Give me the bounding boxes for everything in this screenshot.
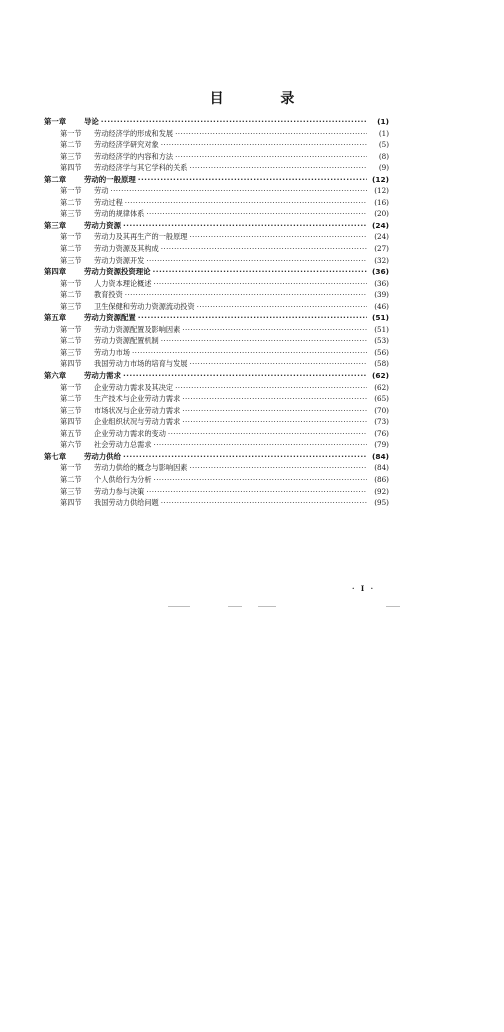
- toc-page-number: (9): [378, 163, 389, 173]
- toc-section-row: [44, 416, 389, 428]
- dot-leader: [161, 335, 367, 347]
- toc-entry-number: 第四章: [44, 267, 67, 277]
- toc-entry-title: 劳动力市场: [94, 347, 130, 357]
- dot-leader: [182, 324, 367, 336]
- toc-section-row: [44, 405, 389, 417]
- toc-entry-number: 第四节: [60, 498, 82, 508]
- toc-entry-number: 第一章: [44, 117, 67, 126]
- toc-section-row: [44, 439, 389, 451]
- toc-page-number: (36): [374, 278, 389, 288]
- page-number: · I ·: [352, 584, 376, 593]
- toc-page-number: (76): [374, 428, 389, 438]
- toc-page-number: (92): [374, 486, 389, 496]
- toc-entry-title: 社会劳动力总需求: [94, 440, 152, 450]
- toc-section-row: [44, 382, 389, 394]
- toc-section-row: [44, 289, 389, 301]
- toc-page-number: (86): [374, 474, 389, 484]
- toc-page-number: (84): [374, 463, 389, 473]
- toc-entry-title: 教育投资: [94, 290, 123, 300]
- toc-entry-title: 劳动力资源配置及影响因素: [94, 324, 181, 334]
- toc-page-number: (46): [374, 301, 389, 311]
- dot-leader: [189, 162, 367, 174]
- toc-entry-title: 劳动力资源投资理论: [84, 267, 151, 277]
- toc-section-row: [44, 162, 389, 174]
- toc-section-row: [44, 474, 389, 486]
- toc-chapter-row: [44, 174, 389, 186]
- toc-section-row: [44, 151, 389, 163]
- toc-entry-title: 劳动的规律体系: [94, 209, 145, 219]
- toc-page-number: (1): [377, 117, 389, 126]
- dot-leader: [138, 312, 367, 324]
- toc-page-number: (51): [371, 313, 389, 323]
- dot-leader: [125, 289, 367, 301]
- toc-section-row: [44, 486, 389, 498]
- toc-entry-number: 第一节: [60, 278, 82, 288]
- toc-entry-number: 第三节: [60, 209, 82, 219]
- toc-entry-number: 第五节: [60, 428, 82, 438]
- dot-leader: [154, 474, 367, 486]
- toc-entry-number: 第二节: [60, 290, 82, 300]
- toc-entry-number: 第七章: [44, 451, 67, 461]
- dot-leader: [154, 439, 367, 451]
- toc-section-row: [44, 497, 389, 509]
- toc-section-row: [44, 278, 389, 290]
- dot-leader: [154, 278, 367, 290]
- toc-page-number: (20): [374, 209, 389, 219]
- toc-page-number: (62): [374, 382, 389, 392]
- dot-leader: [182, 405, 367, 417]
- toc-entry-title: 导论: [84, 117, 99, 126]
- toc-page-number: (84): [371, 451, 389, 461]
- toc-section-row: [44, 231, 389, 243]
- toc-section-row: [44, 301, 389, 313]
- toc-section-row: [44, 335, 389, 347]
- toc-entry-title: 劳动的一般原理: [84, 174, 136, 184]
- toc-page-number: (12): [374, 186, 389, 196]
- toc-section-row: [44, 347, 389, 359]
- dot-leader: [189, 358, 367, 370]
- toc-entry-title: 我国劳动力市场的培育与发展: [94, 359, 188, 369]
- toc-entry-number: 第一节: [60, 128, 82, 138]
- toc-section-row: [44, 185, 389, 197]
- dot-leader: [123, 451, 367, 463]
- toc-page-number: (79): [374, 440, 389, 450]
- toc-chapter-row: [44, 266, 389, 278]
- toc-entry-title: 劳动经济学研究对象: [94, 140, 159, 150]
- toc-entry-number: 第五章: [44, 313, 67, 323]
- toc-page-number: (65): [374, 394, 389, 404]
- toc-entry-number: 第一节: [60, 232, 82, 242]
- dot-leader: [153, 266, 367, 278]
- dot-leader: [175, 382, 367, 394]
- dot-leader: [168, 428, 367, 440]
- scan-artifact-line: [386, 606, 400, 607]
- table-of-contents: [44, 116, 389, 509]
- toc-entry-title: 劳动力供给: [84, 451, 121, 461]
- toc-section-row: [44, 255, 389, 267]
- toc-entry-title: 市场状况与企业劳动力需求: [94, 405, 181, 415]
- toc-entry-title: 个人供给行为分析: [94, 474, 152, 484]
- toc-entry-number: 第二章: [44, 174, 67, 184]
- toc-entry-number: 第三节: [60, 151, 82, 161]
- toc-entry-number: 第六节: [60, 440, 82, 450]
- dot-leader: [123, 370, 367, 382]
- toc-entry-title: 人力资本理论概述: [94, 278, 152, 288]
- toc-entry-number: 第二节: [60, 140, 82, 150]
- dot-leader: [146, 208, 367, 220]
- toc-page-number: (56): [374, 347, 389, 357]
- toc-entry-number: 第三节: [60, 255, 82, 265]
- toc-entry-number: 第三节: [60, 301, 82, 311]
- dot-leader: [189, 231, 367, 243]
- toc-entry-title: 劳动力需求: [84, 371, 121, 381]
- toc-entry-number: 第三节: [60, 405, 82, 415]
- toc-page-number: (73): [374, 417, 389, 427]
- toc-section-row: [44, 128, 389, 140]
- toc-entry-title: 劳动: [94, 186, 109, 196]
- dot-leader: [132, 347, 367, 359]
- toc-entry-number: 第二节: [60, 244, 82, 254]
- dot-leader: [161, 243, 367, 255]
- toc-chapter-row: [44, 312, 389, 324]
- toc-entry-title: 劳动经济学与其它学科的关系: [94, 163, 188, 173]
- toc-entry-number: 第二节: [60, 394, 82, 404]
- scan-artifact-line: [168, 606, 190, 607]
- toc-page-number: (51): [374, 324, 389, 334]
- toc-section-row: [44, 197, 389, 209]
- toc-entry-number: 第六章: [44, 371, 67, 381]
- toc-entry-title: 劳动力资源开发: [94, 255, 145, 265]
- toc-entry-number: 第三章: [44, 220, 67, 230]
- dot-leader: [175, 128, 367, 140]
- scan-artifact-line: [258, 606, 276, 607]
- toc-entry-title: 劳动力资源配置机制: [94, 336, 159, 346]
- toc-entry-number: 第二节: [60, 197, 82, 207]
- toc-page-number: (8): [378, 151, 389, 161]
- dot-leader: [138, 174, 367, 186]
- dot-leader: [123, 220, 367, 232]
- toc-entry-title: 企业劳动力需求的变动: [94, 428, 166, 438]
- toc-page-number: (16): [374, 197, 389, 207]
- toc-page-number: (58): [374, 359, 389, 369]
- toc-entry-number: 第一节: [60, 186, 82, 196]
- toc-entry-title: 劳动过程: [94, 197, 123, 207]
- page-title: 目 录: [209, 91, 321, 107]
- toc-page-number: (24): [374, 232, 389, 242]
- scan-artifact-line: [228, 606, 242, 607]
- toc-entry-title: 我国劳动力供给问题: [94, 498, 159, 508]
- toc-page-number: (5): [378, 140, 389, 150]
- toc-page-number: (27): [374, 244, 389, 254]
- toc-section-row: [44, 139, 389, 151]
- dot-leader: [146, 255, 367, 267]
- toc-entry-title: 生产技术与企业劳动力需求: [94, 394, 181, 404]
- dot-leader: [197, 301, 367, 313]
- toc-section-row: [44, 208, 389, 220]
- toc-entry-number: 第二节: [60, 474, 82, 484]
- toc-section-row: [44, 358, 389, 370]
- toc-entry-number: 第二节: [60, 336, 82, 346]
- toc-page-number: (53): [374, 336, 389, 346]
- dot-leader: [146, 486, 367, 498]
- toc-entry-title: 劳动力资源配置: [84, 313, 136, 323]
- toc-entry-title: 劳动经济学的内容和方法: [94, 151, 174, 161]
- toc-page-number: (32): [374, 255, 389, 265]
- toc-page-number: (62): [371, 371, 389, 381]
- toc-entry-number: 第三节: [60, 486, 82, 496]
- toc-section-row: [44, 324, 389, 336]
- toc-entry-title: 劳动力及其再生产的一般原理: [94, 232, 188, 242]
- toc-entry-number: 第四节: [60, 163, 82, 173]
- toc-entry-title: 劳动经济学的形成和发展: [94, 128, 174, 138]
- toc-page-number: (39): [374, 290, 389, 300]
- toc-entry-title: 劳动力资源: [84, 220, 121, 230]
- toc-chapter-row: [44, 370, 389, 382]
- toc-section-row: [44, 462, 389, 474]
- toc-entry-number: 第三节: [60, 347, 82, 357]
- dot-leader: [161, 497, 367, 509]
- toc-entry-number: 第一节: [60, 463, 82, 473]
- toc-entry-number: 第一节: [60, 324, 82, 334]
- toc-page-number: (95): [374, 498, 389, 508]
- toc-chapter-row: [44, 451, 389, 463]
- toc-page-number: (24): [371, 220, 389, 230]
- toc-chapter-row: [44, 220, 389, 232]
- toc-entry-number: 第四节: [60, 359, 82, 369]
- toc-page-number: (12): [371, 174, 389, 184]
- toc-entry-title: 企业组织状况与劳动力需求: [94, 417, 181, 427]
- dot-leader: [182, 393, 367, 405]
- toc-entry-title: 劳动力参与决策: [94, 486, 145, 496]
- dot-leader: [161, 139, 367, 151]
- dot-leader: [175, 151, 367, 163]
- toc-page-number: (1): [378, 128, 389, 138]
- toc-entry-title: 卫生保健和劳动力资源流动投资: [94, 301, 195, 311]
- dot-leader: [182, 416, 367, 428]
- toc-page-number: (36): [371, 267, 389, 277]
- dot-leader: [189, 462, 367, 474]
- toc-entry-title: 劳动力供给的概念与影响因素: [94, 463, 188, 473]
- toc-section-row: [44, 428, 389, 440]
- toc-entry-title: 劳动力资源及其构成: [94, 244, 159, 254]
- dot-leader: [110, 185, 367, 197]
- toc-section-row: [44, 393, 389, 405]
- toc-entry-title: 企业劳动力需求及其决定: [94, 382, 174, 392]
- dot-leader: [101, 116, 367, 128]
- toc-section-row: [44, 243, 389, 255]
- toc-entry-number: 第一节: [60, 382, 82, 392]
- toc-entry-number: 第四节: [60, 417, 82, 427]
- toc-page-number: (70): [374, 405, 389, 415]
- dot-leader: [125, 197, 367, 209]
- toc-chapter-row: [44, 116, 389, 128]
